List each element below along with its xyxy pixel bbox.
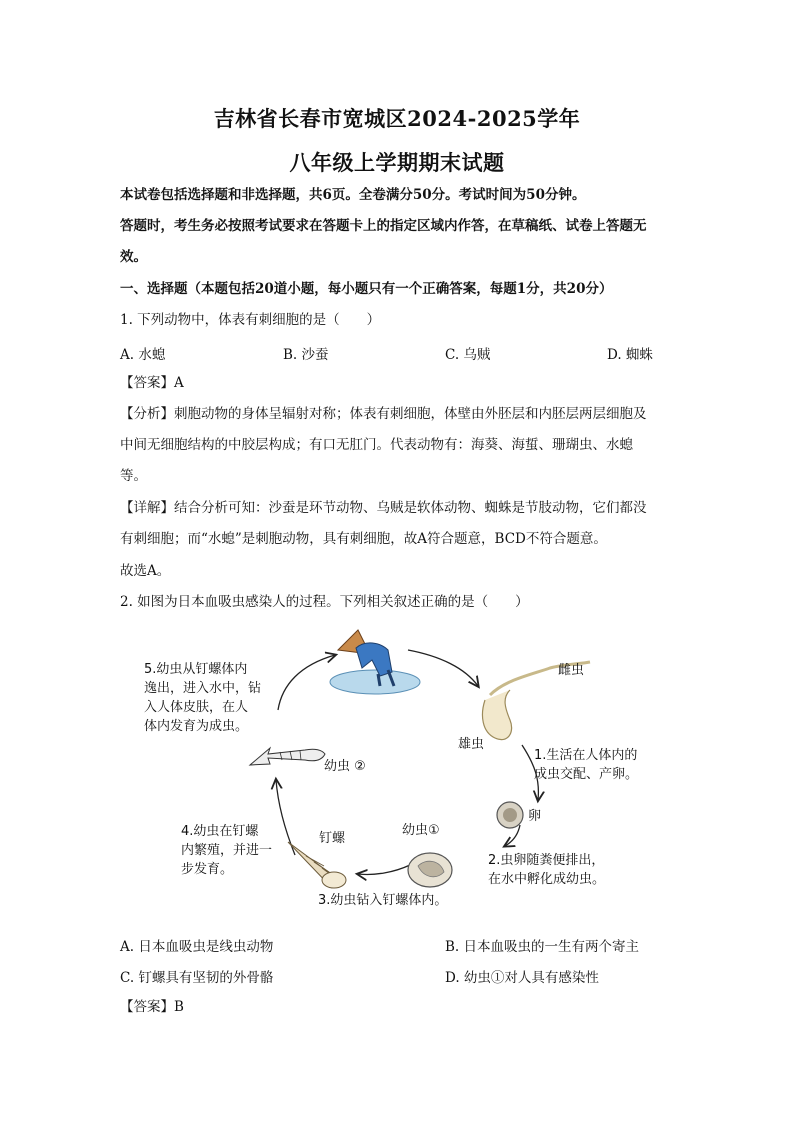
step-1-line-1: 1.生活在人体内的 — [534, 748, 638, 763]
label-larva-2: 幼虫 ② — [324, 759, 366, 774]
question-1-option-c: C. 乌贼 — [445, 347, 491, 363]
step-4-line-1: 4.幼虫在钉螺 — [181, 824, 259, 839]
cycle-arrow-snail-to-larva2 — [276, 780, 295, 855]
question-1-detail-2: 有刺细胞；而“水螅”是刺胞动物，具有刺细胞，故A符合题意，BCD不符合题意。 — [120, 531, 607, 547]
label-snail: 钉螺 — [319, 831, 346, 846]
label-egg: 卵 — [528, 809, 542, 824]
step-2-line-1: 2.虫卵随粪便排出， — [488, 853, 605, 868]
intro-line-2: 答题时，考生务必按照考试要求在答题卡上的指定区域内作答，在草稿纸、试卷上答题无 — [120, 218, 647, 234]
intro-line-3: 效。 — [120, 249, 147, 265]
label-male-worm: 雄虫 — [458, 737, 485, 752]
label-female-worm: 雌虫 — [558, 663, 585, 678]
step-5-line-3: 入人体皮肤，在人 — [144, 700, 249, 715]
question-1-analysis-2: 中间无细胞结构的中胶层构成；有口无肛门。代表动物有：海葵、海蜇、珊瑚虫、水螅 — [120, 437, 633, 453]
question-2-option-d: D. 幼虫①对人具有感染性 — [445, 970, 599, 986]
intro-line-1: 本试卷包括选择题和非选择题，共6页。全卷满分50分。考试时间为50分钟。 — [120, 187, 586, 203]
question-2-stem: 2. 如图为日本血吸虫感染人的过程。下列相关叙述正确的是（ ） — [120, 594, 529, 610]
schistosome-life-cycle-diagram — [110, 620, 670, 920]
step-5-line-2: 逸出，进入水中，钻 — [144, 681, 262, 696]
question-2-answer: 【答案】B — [120, 999, 184, 1015]
question-1-option-b: B. 沙蚕 — [283, 347, 329, 363]
question-1-analysis-3: 等。 — [120, 468, 147, 484]
question-2-option-a: A. 日本血吸虫是线虫动物 — [120, 939, 274, 955]
step-4-line-3: 步发育。 — [181, 862, 234, 877]
exam-title-line1: 吉林省长春市宽城区2024-2025学年 — [213, 106, 581, 131]
question-1-option-a: A. 水螅 — [120, 347, 166, 363]
step-5-line-4: 体内发育为成虫。 — [144, 719, 249, 734]
larva-2-illustration — [250, 748, 325, 765]
cycle-arrow-larva1-to-snail — [358, 865, 410, 875]
label-larva-1: 幼虫① — [402, 823, 440, 838]
question-1-analysis-1: 【分析】刺胞动物的身体呈辐射对称；体表有刺细胞，体壁由外胚层和内胚层两层细胞及 — [120, 406, 647, 422]
question-1-detail-1: 【详解】结合分析可知：沙蚕是环节动物、乌贼是软体动物、蜘蛛是节肢动物，它们都没 — [120, 500, 647, 516]
larva-1-illustration — [408, 853, 452, 887]
question-1-option-d: D. 蜘蛛 — [607, 347, 653, 363]
question-2-option-b: B. 日本血吸虫的一生有两个寄主 — [445, 939, 640, 955]
step-2-line-2: 在水中孵化成幼虫。 — [488, 872, 606, 887]
question-2-option-c: C. 钉螺具有坚韧的外骨骼 — [120, 970, 274, 986]
question-1-answer: 【答案】A — [120, 375, 184, 391]
human-in-water-illustration — [330, 630, 420, 694]
cycle-arrow-larva2-to-human — [278, 655, 335, 710]
section-heading: 一、选择题（本题包括20道小题，每小题只有一个正确答案，每题1分，共20分） — [120, 281, 613, 297]
snail-illustration — [288, 842, 346, 888]
exam-title-line2: 八年级上学期期末试题 — [289, 150, 505, 175]
question-1-stem: 1. 下列动物中，体表有刺细胞的是（ ） — [120, 312, 381, 328]
step-4-line-2: 内繁殖，并进一 — [181, 843, 273, 858]
step-5-line-1: 5.幼虫从钉螺体内 — [144, 662, 248, 677]
question-1-detail-3: 故选A。 — [120, 563, 171, 579]
step-1-line-2: 成虫交配、产卵。 — [534, 767, 639, 782]
step-3: 3.幼虫钻入钉螺体内。 — [318, 893, 448, 908]
